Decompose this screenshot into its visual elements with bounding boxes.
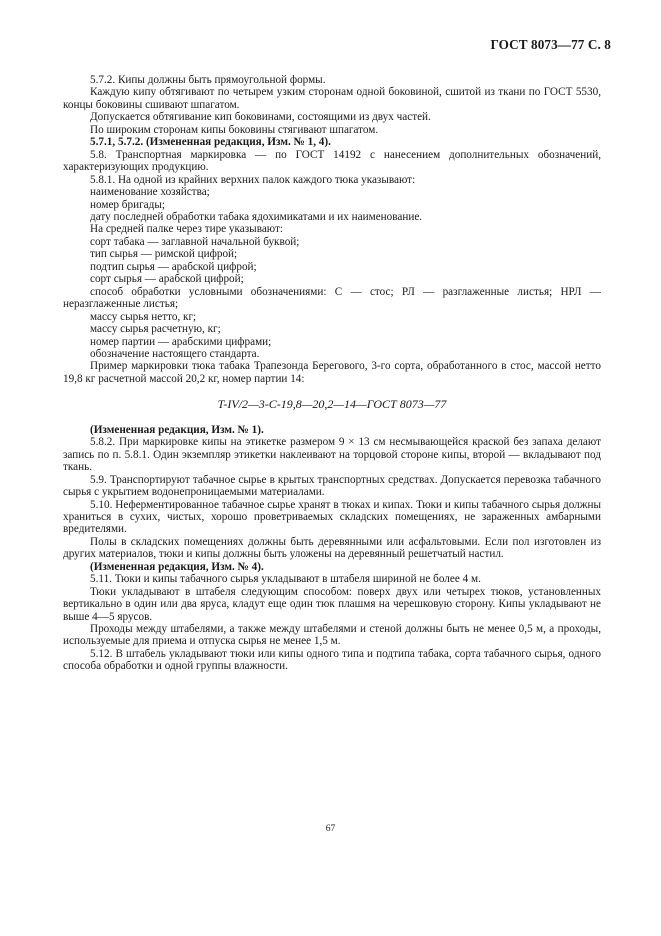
paragraph: 5.8. Транспортная маркировка — по ГОСТ 14192 с нанесением дополнительных обозначений, характеризующих продукцию. (63, 148, 601, 174)
paragraph: По широким сторонам кипы боковины стягивают шпагатом. (90, 123, 379, 136)
list-item: массу сырья расчетную, кг; (90, 323, 221, 336)
paragraph: Тюки укладывают в штабеля следующим способом: поверх двух или четырех тюков, установленных вертикально в один или два яруса, кладут еще один тюк плашмя на черешковую сторону. Кипы укладывают не выше 4—5 ярусов. (63, 585, 601, 623)
paragraph: 5.8.1. На одной из крайних верхних палок каждого тюка указывают: (90, 173, 416, 186)
list-item: способ обработки условными обозначениями: С — стос; РЛ — разглаженные листья; НРЛ — неразглаженные листья; (63, 285, 601, 311)
paragraph: 5.11. Тюки и кипы табачного сырья укладывают в штабеля шириной не более 4 м. (90, 573, 481, 586)
document-header: ГОСТ 8073—77 С. 8 (490, 37, 611, 52)
paragraph: Полы в складских помещениях должны быть деревянными или асфальтовыми. Если пол изготовлен из других материалов, тюки и кипы должны быть уложены на деревянный решетчатый настил. (63, 535, 601, 561)
list-item: номер бригады; (90, 198, 165, 211)
paragraph: Пример маркировки тюка табака Трапезонда Берегового, 3-го сорта, обработанного в стос, массой нетто 19,8 кг расчетной массой 20,2 кг, номер партии 14: (63, 360, 601, 385)
list-item: дату последней обработки табака ядохимикатами и их наименование. (90, 210, 423, 223)
marking-formula: T-IV/2—3-С-19,8—20,2—14—ГОСТ 8073—77 (217, 397, 447, 412)
amendment-note: (Измененная редакция, Изм. № 4). (90, 560, 264, 573)
paragraph: Каждую кипу обтягивают по четырем узким сторонам одной боковиной, сшитой из ткани по ГОСТ 5530, концы боковины сшивают шпагатом. (63, 86, 601, 111)
paragraph: 5.7.2. Кипы должны быть прямоугольной формы. (90, 74, 326, 86)
document-body (63, 74, 601, 673)
amendment-note: 5.7.1, 5.7.2. (Измененная редакция, Изм. № 1, 4). (90, 136, 331, 149)
paragraph: 5.9. Транспортируют табачное сырье в крытых транспортных средствах. Допускается перевозка табачного сырья с укрытием водонепроницаемыми материалами. (63, 473, 601, 499)
list-item: сорт сырья — арабской цифрой; (90, 273, 244, 286)
amendment-note: (Измененная редакция, Изм. № 1). (90, 423, 264, 436)
paragraph: 5.8.2. При маркировке кипы на этикетке размером 9 × 13 см несмывающейся краской без запаха делают запись по п. 5.8.1. Один экземпляр этикетки наклеивают на торцовой стороне кипы, второй — вкладывают под ткань. (63, 436, 601, 474)
list-item: тип сырья — римской цифрой; (90, 248, 238, 261)
list-item: подтип сырья — арабской цифрой; (90, 260, 257, 273)
paragraph: 5.12. В штабель укладывают тюки или кипы одного типа и подтипа табака, сорта табачного сырья, одного способа обработки и одной группы влажности. (63, 647, 601, 673)
paragraph: 5.10. Неферментированное табачное сырье хранят в тюках и кипах. Тюки и кипы табачного сырья должны храниться в сухих, чистых, хорошо проветриваемых складских помещениях, не зараженных амбарными вредителями. (63, 498, 601, 536)
paragraph: Допускается обтягивание кип боковинами, состоящими из двух частей. (90, 111, 431, 124)
list-item: наименование хозяйства; (90, 186, 210, 199)
list-item: обозначение настоящего стандарта. (90, 347, 260, 360)
list-item: сорт табака — заглавной начальной буквой; (90, 235, 300, 248)
page-number: 67 (325, 824, 336, 834)
paragraph: На средней палке через тире указывают: (90, 223, 284, 236)
list-item: номер партии — арабскими цифрами; (90, 335, 272, 348)
paragraph: Проходы между штабелями, а также между штабелями и стеной должны быть не менее 0,5 м, а проходы, используемые для приема и отпуска сырья не менее 1,5 м. (63, 623, 601, 648)
list-item: массу сырья нетто, кг; (90, 310, 197, 323)
